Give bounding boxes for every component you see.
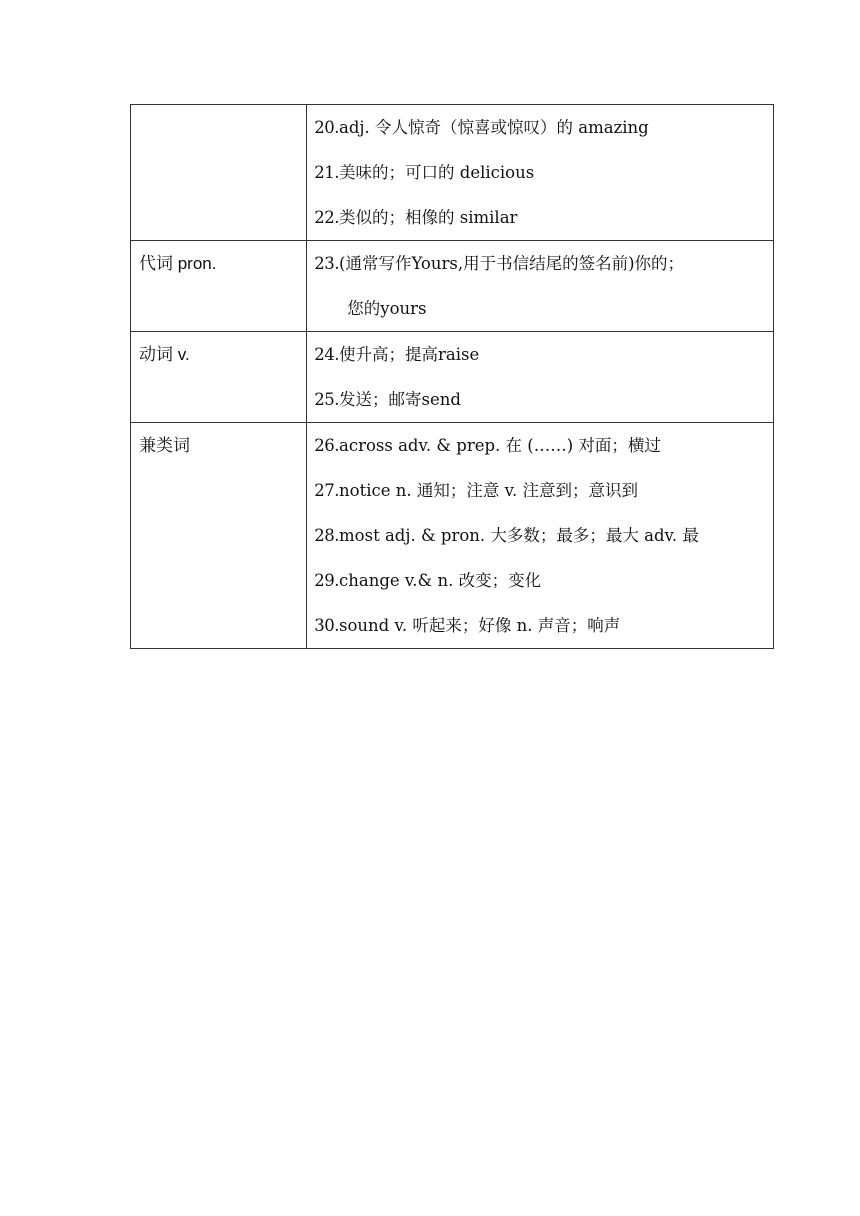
item-number: 21. bbox=[314, 163, 340, 182]
vocab-item-20 bbox=[314, 105, 769, 150]
items-cell bbox=[307, 105, 774, 241]
table-row-verbs bbox=[131, 332, 774, 423]
item-text: 发送；邮寄send bbox=[339, 390, 461, 409]
vocab-item-30 bbox=[314, 603, 769, 648]
table-row-multi-class-words bbox=[131, 423, 774, 649]
items-cell bbox=[307, 423, 774, 649]
vocab-item-29 bbox=[314, 558, 769, 603]
vocab-item-24 bbox=[314, 332, 769, 377]
vocab-item-23 bbox=[314, 241, 769, 286]
item-number: 22. bbox=[314, 208, 340, 227]
vocab-item-21 bbox=[314, 150, 769, 195]
vocab-item-22 bbox=[314, 195, 769, 240]
category-cell: 动词 v. bbox=[131, 332, 307, 423]
item-number: 25. bbox=[314, 390, 340, 409]
items-cell bbox=[307, 332, 774, 423]
vocab-item-28 bbox=[314, 513, 769, 558]
item-text: (通常写作Yours,用于书信结尾的签名前)你的； bbox=[339, 254, 685, 273]
item-text: 类似的；相像的 similar bbox=[339, 208, 518, 227]
table-row-adjectives-continued bbox=[131, 105, 774, 241]
vocabulary-table bbox=[130, 104, 774, 649]
item-number: 26. bbox=[314, 436, 340, 455]
vocab-item-25 bbox=[314, 377, 769, 422]
item-text: change v.& n. 改变；变化 bbox=[339, 571, 542, 590]
items-cell bbox=[307, 241, 774, 332]
item-number: 20. bbox=[314, 118, 340, 137]
category-cell: 兼类词 bbox=[131, 423, 307, 649]
item-text: 使升高；提高raise bbox=[339, 345, 480, 364]
item-text: notice n. 通知；注意 v. 注意到；意识到 bbox=[339, 481, 638, 500]
item-number: 27. bbox=[314, 481, 340, 500]
vocab-item-26 bbox=[314, 423, 769, 468]
item-text: adj. 令人惊奇（惊喜或惊叹）的 amazing bbox=[339, 118, 649, 137]
item-number: 23. bbox=[314, 254, 340, 273]
table-row-pronouns bbox=[131, 241, 774, 332]
item-number: 29. bbox=[314, 571, 340, 590]
item-text: sound v. 听起来；好像 n. 声音；响声 bbox=[339, 616, 621, 635]
item-text: 美味的；可口的 delicious bbox=[339, 163, 535, 182]
item-text: 您的yours bbox=[347, 299, 427, 318]
category-cell bbox=[131, 105, 307, 241]
item-number: 24. bbox=[314, 345, 340, 364]
category-cell: 代词 pron. bbox=[131, 241, 307, 332]
item-number: 30. bbox=[314, 616, 340, 635]
item-number: 28. bbox=[314, 526, 340, 545]
vocab-item-27 bbox=[314, 468, 769, 513]
item-text: most adj. & pron. 大多数；最多；最大 adv. 最 bbox=[339, 526, 699, 545]
item-text: across adv. & prep. 在 (……) 对面；横过 bbox=[339, 436, 661, 455]
vocab-item-23-continued bbox=[314, 286, 769, 331]
